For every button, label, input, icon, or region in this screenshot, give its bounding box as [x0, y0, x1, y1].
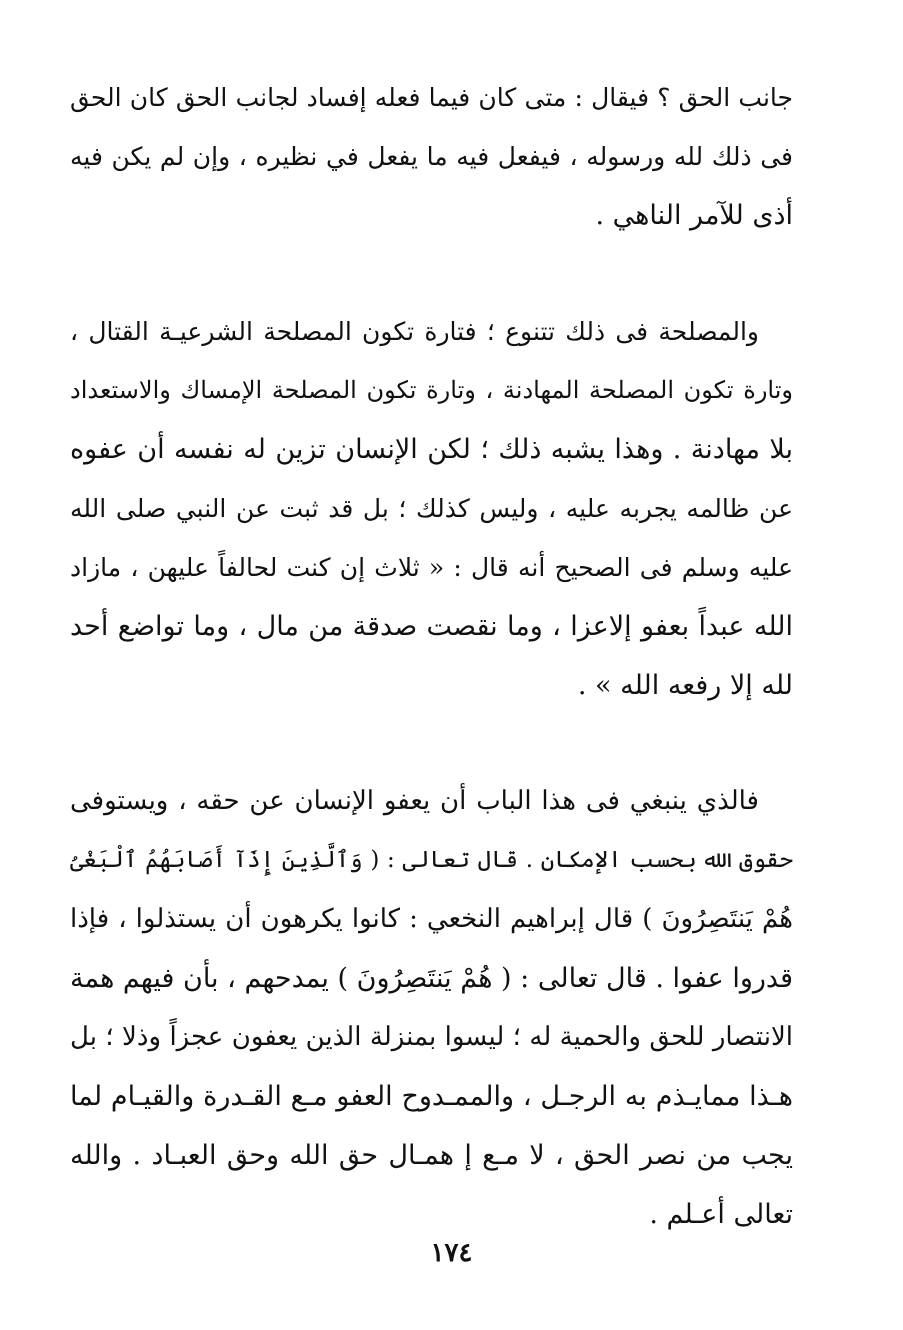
- paragraph-gap: [70, 715, 793, 772]
- text-line: عليه وسلم فى الصحيح أنه قال : « ثلاث إن كنت لحالفاً عليهن ، مازاد: [70, 553, 793, 582]
- paragraph-1: [70, 68, 793, 245]
- text-line: فى ذلك لله ورسوله ، فيفعل فيه ما يفعل في نظيره ، وإن لم يكن فيه: [70, 142, 793, 171]
- text-line: تعالى أعـلم .: [649, 1199, 793, 1230]
- text-line: هُمْ يَنتَصِرُونَ ) قال إبراهيم النخعي : كانوا يكرهون أن يستذلوا ، فإذا: [70, 904, 793, 934]
- text-line: لله إلا رفعه الله » .: [577, 670, 793, 701]
- text-line: الله عبداً بعفو إلاعزا ، وما نقصت صدقة من مال ، وما تواضع أحد: [70, 611, 793, 642]
- text-line: هـذا ممايـذم به الرجـل ، والممـدوح العفو مـع القـدرة والقيـام لما: [70, 1081, 793, 1112]
- page-number: ١٧٤: [430, 1238, 473, 1268]
- text-line: والمصلحة فى ذلك تتنوع ؛ فتارة تكون المصلحة الشرعيـة القتال ،: [70, 317, 759, 346]
- text-line: يجب من نصر الحق ، لا مـع إ همـال حق الله وحق العبـاد . والله: [70, 1140, 793, 1171]
- text-line: جانب الحق ؟ فيقال : متى كان فيما فعله إفساد لجانب الحق كان الحق: [70, 83, 793, 112]
- text-line: بلا مهادنة . وهذا يشبه ذلك ؛ لكن الإنسان تزين له نفسه أن عفوه: [70, 434, 793, 465]
- paragraph-3: [70, 772, 793, 1244]
- text-line: عن ظالمه يجربه عليه ، وليس كذلك ؛ بل قد ثبت عن النبي صلى الله: [70, 494, 793, 523]
- paragraph-2: [70, 302, 793, 715]
- text-line: وتارة تكون المصلحة المهادنة ، وتارة تكون المصلحة الإمساك والاستعداد: [70, 376, 793, 404]
- text-line: قدروا عفوا . قال تعالى : ( هُمْ يَنتَصِرُونَ ) يمدحهم ، بأن فيهم همة: [70, 963, 793, 994]
- paragraph-gap: [70, 245, 793, 302]
- text-line: حقوق الله بحسب الإمكان . قال تعالى : ( وَٱلَّذِينَ إِذَآ أَصَابَهُمُ ٱلْبَغْىُ: [70, 847, 793, 873]
- text-line: أذى للآمر الناهي .: [595, 200, 793, 231]
- text-line: الانتصار للحق والحمية له ؛ ليسوا بمنزلة الذين يعفون عجزاً وذلا ؛ بل: [70, 1022, 793, 1052]
- text-line: فالذي ينبغي فى هذا الباب أن يعفو الإنسان عن حقه ، ويستوفى: [70, 786, 759, 816]
